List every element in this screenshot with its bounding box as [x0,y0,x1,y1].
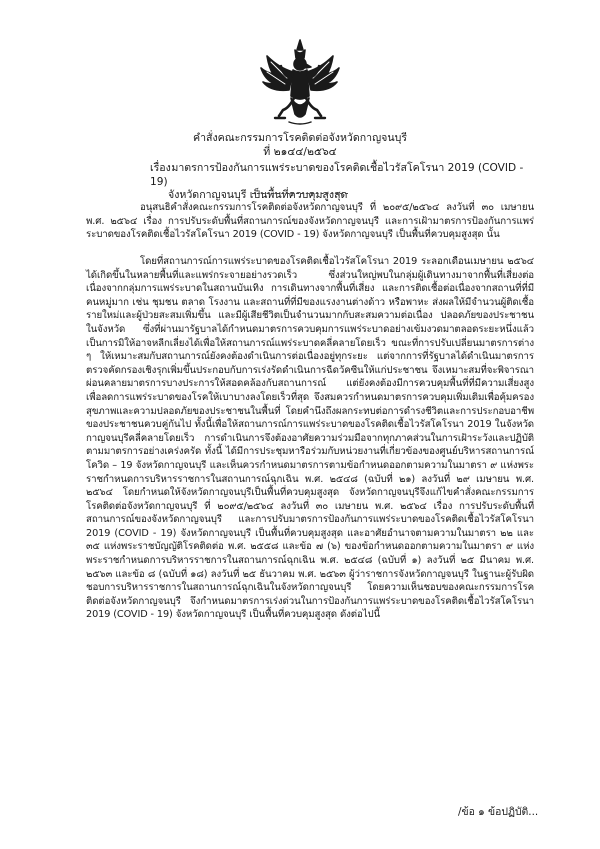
body-paragraph-2 [86,255,534,622]
subject-line-2: จังหวัดกาญจนบุรี เป็นพื้นที่ควบคุมสูงสุด [168,189,348,201]
garuda-emblem-icon [259,38,341,126]
subject-divider [252,193,348,194]
paragraph-2-text: โดยที่สถานการณ์การแพร่ระบาดของโรคติดเชื้อไวรัสโคโรนา 2019 ระลอกเดือนเมษายน ๒๕๖๔ ได้เกิดขึ้นในหลายพื้นที่และแพร่กระจายอย่างรวดเร็ว ซึ่งส่วนใหญ่พบในกลุ่มผู้เดินทางมาจากพื้นที่เสี่ยงต่อเนื่องจากกลุ่มการแพร่ระบาดในสถานบันเทิง การเดินทางจากพื้นที่เสี่ยง และการติดเชื้อต่อเนื่องจากสถานที่ที่มีคนหมู่มาก เช่น ชุมชน ตลาด โรงงาน และสถานที่ที่มีของแรงงานต่างด้าว หรือพาหะ ส่งผลให้มีจำนวนผู้ติดเชื้อรายใหม่และผู้ป่วยสะสมเพิ่มขึ้น และมีผู้เสียชีวิตเป็นจำนวนมากกับสะสมความต่อเนื่อง ปลอดภัยของประชาชนในจังหวัด ซึ่งที่ผ่านมารัฐบาลได้กำหนดมาตรการควบคุมการแพร่ระบาดอย่างเข้มงวดมาตลอดระยะหนึ่งแล้ว เป็นการมิให้อาจหลีกเลี่ยงได้เพื่อให้สถานการณ์แพร่ระบาดคลี่คลายโดยเร็ว ขณะที่การปรับเปลี่ยนมาตรการต่าง ๆ ให้เหมาะสมกับสถานการณ์ยังคงต้องดำเนินการต่อเนื่องอยู่ทุกระยะ แต่จากการที่รัฐบาลได้ดำเนินมาตรการตรวจคัดกรองเชิงรุกเพิ่มขึ้นประกอบกับการเร่งรัดดำเนินการฉีดวัคซีนให้แก่ประชาชน จึงเหมาะสมที่จะพิจารณาผ่อนคลายมาตรการบางประการให้สอดคล้องกับสถานการณ์ แต่ยังคงต้องมีการควบคุมพื้นที่ที่มีความเสี่ยงสูง เพื่อลดการแพร่ระบาดของโรคให้เบาบางลงโดยเร็วที่สุด จึงสมควรกำหนดมาตรการควบคุมเพิ่มเติมเพื่อคุ้มครองสุขภาพและความปลอดภัยของประชาชนในพื้นที่ โดยคำนึงถึงผลกระทบต่อการดำรงชีวิตและการประกอบอาชีพของประชาชนควบคู่กันไป ทั้งนี้เพื่อให้สถานการณ์การแพร่ระบาดของโรคติดเชื้อไวรัสโคโรนา 2019 ในจังหวัดกาญจนบุรีคลี่คลายโดยเร็ว การดำเนินการจึงต้องอาศัยความร่วมมือจากทุกภาคส่วนในการเฝ้าระวังและปฏิบัติตามมาตรการอย่างเคร่งครัด ทั้งนี้ ได้มีการประชุมหารือร่วมกับหน่วยงานที่เกี่ยวข้องของศูนย์บริหารสถานการณ์โควิด – 19 จังหวัดกาญจนบุรี และเห็นควรกำหนดมาตรการตามข้อกำหนดออกตามความในมาตรา ๙ แห่งพระราชกำหนดการบริหารราชการในสถานการณ์ฉุกเฉิน พ.ศ. ๒๕๔๘ (ฉบับที่ ๒๑) ลงวันที่ ๒๙ เมษายน พ.ศ. ๒๕๖๔ โดยกำหนดให้จังหวัดกาญจนบุรีเป็นพื้นที่ควบคุมสูงสุด จังหวัดกาญจนบุรีจึงแก้ไขคำสั่งคณะกรรมการโรคติดต่อจังหวัดกาญจนบุรี ที่ ๒๐๙๕/๒๕๖๔ ลงวันที่ ๓๐ เมษายน พ.ศ. ๒๕๖๔ เรื่อง การปรับระดับพื้นที่สถานการณ์ของจังหวัดกาญจนบุรี และการปรับมาตรการป้องกันการแพร่ระบาดของโรคติดเชื้อไวรัสโคโรนา 2019 (COVID - 19) จังหวัดกาญจนบุรี เป็นพื้นที่ควบคุมสูงสุด และอาศัยอำนาจตามความในมาตรา ๒๒ และ ๓๕ แห่งพระราชบัญญัติโรคติดต่อ พ.ศ. ๒๕๕๘ และข้อ ๗ (๖) ของข้อกำหนดออกตามความในมาตรา ๙ แห่งพระราชกำหนดการบริหารราชการในสถานการณ์ฉุกเฉิน พ.ศ. ๒๕๔๘ (ฉบับที่ ๑) ลงวันที่ ๒๕ มีนาคม พ.ศ. ๒๕๖๓ และข้อ ๘ (ฉบับที่ ๑๘) ลงวันที่ ๒๕ ธันวาคม พ.ศ. ๒๕๖๓ ผู้ว่าราชการจังหวัดกาญจนบุรี ในฐานะผู้รับผิดชอบการบริหารราชการในสถานการณ์ฉุกเฉินในจังหวัดกาญจนบุรี โดยความเห็นชอบของคณะกรรมการโรคติดต่อจังหวัดกาญจนบุรี จึงกำหนดมาตรการเร่งด่วนในการป้องกันการแพร่ระบาดของโรคติดเชื้อไวรัสโคโรนา 2019 (COVID - 19) จังหวัดกาญจนบุรี เป็นพื้นที่ควบคุมสูงสุด ดังต่อไปนี้ [86,256,534,621]
body-paragraph-1 [86,201,534,242]
document-number: ที่ ๒๑๔๔/๒๕๖๔ [263,146,337,158]
continuation-note: /ข้อ ๑ ข้อปฏิบัติ... [458,806,539,818]
subject-label: เรื่อง [150,162,171,174]
subject-line-1: มาตรการป้องกันการแพร่ระบาดของโรคติดเชื้อไวรัสโคโรนา 2019 (COVID - 19) [150,162,524,188]
paragraph-1-text: อนุสนธิคำสั่งคณะกรรมการโรคติดต่อจังหวัดกาญจนบุรี ที่ ๒๐๙๕/๒๕๖๔ ลงวันที่ ๓๐ เมษายน พ.ศ. ๒๕๖๔ เรื่อง การปรับระดับพื้นที่สถานการณ์ของจังหวัดกาญจนบุรี และการเฝ้ามาตรการป้องกันการแพร่ระบาดของโรคติดเชื้อไวรัสโคโรนา 2019 (COVID - 19) จังหวัดกาญจนบุรี เป็นพื้นที่ควบคุมสูงสุด นั้น [86,202,534,241]
document-subject [150,162,530,203]
document-title: คำสั่งคณะกรรมการโรคติดต่อจังหวัดกาญจนบุรี [192,132,408,144]
